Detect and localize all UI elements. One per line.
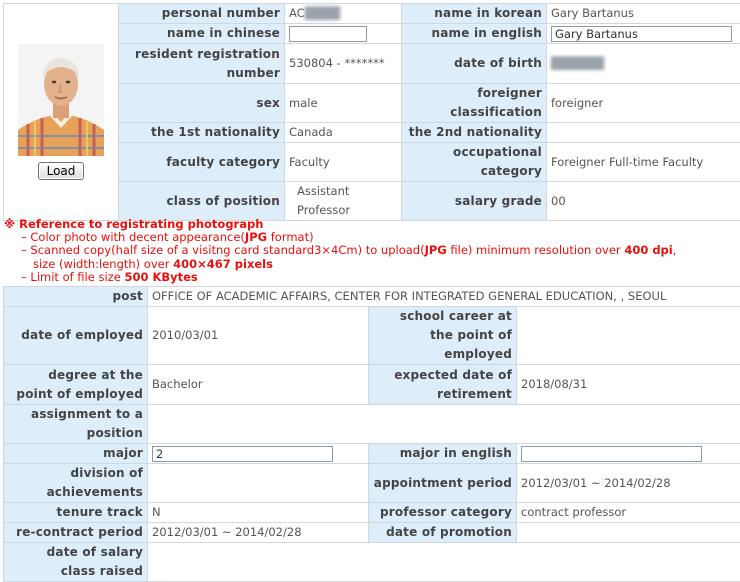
profile-photo: [18, 44, 104, 156]
name-chinese-cell: [285, 24, 402, 44]
nationality2-value: [547, 123, 740, 143]
tenure-label: tenure track: [4, 503, 148, 523]
tenure-value: N: [148, 503, 369, 523]
name-english-label: name in english: [402, 24, 547, 44]
retirement-value: 2018/08/31: [517, 365, 740, 405]
recontract-label: re-contract period: [4, 523, 148, 543]
promotion-value: [517, 523, 740, 543]
occupational-category-value: Foreigner Full-time Faculty: [547, 143, 740, 182]
professor-category-value: contract professor: [517, 503, 740, 523]
school-career-label: school career at the point of employed: [369, 307, 517, 365]
employment-info-table: [3, 286, 740, 582]
salary-raised-label: date of salary class raised: [4, 543, 148, 582]
appointment-label: appointment period: [369, 464, 517, 503]
assignment-value: [148, 405, 740, 444]
major-english-input[interactable]: [521, 446, 702, 462]
major-english-label: major in english: [369, 444, 517, 464]
assignment-label: assignment to a position: [4, 405, 148, 444]
name-korean-value: Gary Bartanus: [547, 4, 740, 24]
major-label: major: [4, 444, 148, 464]
notes-line-4: [4, 271, 738, 284]
date-employed-label: date of employed: [4, 307, 148, 365]
dob-label: date of birth: [402, 44, 547, 84]
notes-line-1-end: format): [267, 230, 314, 244]
salary-grade-label: salary grade: [402, 182, 547, 221]
sex-value: male: [285, 84, 402, 123]
professor-category-label: professor category: [369, 503, 517, 523]
personal-number-text: AC: [289, 6, 305, 20]
foreigner-class-value: foreigner: [547, 84, 740, 123]
personal-info-table: [3, 3, 740, 221]
sex-label: sex: [119, 84, 285, 123]
notes-line-3-text: size (width:length) over: [33, 257, 173, 271]
division-label: division of achievements: [4, 464, 148, 503]
foreigner-class-label: foreigner classification: [402, 84, 547, 123]
notes-line-1-text: – Color photo with decent appearance(: [21, 230, 245, 244]
notes-line-2-text: – Scanned copy(half size of a visitng card standard3×4Cm) to upload(: [21, 243, 425, 257]
personal-number-label: personal number: [119, 4, 285, 24]
notes-heading: ※ Reference to registrating photograph: [4, 218, 738, 231]
nationality1-label: the 1st nationality: [119, 123, 285, 143]
name-chinese-input[interactable]: [289, 26, 367, 42]
personal-number-redacted: ████: [305, 4, 340, 23]
notes-line-2-mid: file) minimum resolution over: [447, 243, 625, 257]
resident-reg-value: 530804 - *******: [285, 44, 402, 84]
faculty-category-label: faculty category: [119, 143, 285, 182]
class-position-value: Assistant Professor: [285, 182, 402, 221]
photo-cell: [4, 4, 119, 221]
salary-grade-value: 00: [547, 182, 740, 221]
appointment-value: 2012/03/01 ~ 2014/02/28: [517, 464, 740, 503]
major-input[interactable]: [152, 446, 333, 462]
notes-line-4-text: – Limit of file size: [21, 270, 124, 284]
name-korean-label: name in korean: [402, 4, 547, 24]
notes-line-3-bold: 400×467 pixels: [173, 257, 273, 271]
notes-line-2-end: ,: [673, 243, 677, 257]
resident-reg-label: resident registration number: [119, 44, 285, 84]
nationality2-label: the 2nd nationality: [402, 123, 547, 143]
promotion-label: date of promotion: [369, 523, 517, 543]
notes-line-1-bold: JPG: [245, 230, 267, 244]
salary-raised-value: [148, 543, 740, 582]
name-english-input[interactable]: [551, 26, 732, 42]
name-english-cell: [547, 24, 740, 44]
load-photo-button[interactable]: Load: [38, 162, 85, 180]
notes-line-2-bold2: 400 dpi: [624, 243, 672, 257]
post-label: post: [4, 287, 148, 307]
date-employed-value: 2010/03/01: [148, 307, 369, 365]
degree-label: degree at the point of employed: [4, 365, 148, 405]
name-chinese-label: name in chinese: [119, 24, 285, 44]
notes-line-4-bold: 500 KBytes: [124, 270, 197, 284]
notes-line-2-bold: JPG: [425, 243, 447, 257]
dob-redacted: ██████: [551, 54, 604, 73]
division-value: [148, 464, 369, 503]
major-cell: [148, 444, 369, 464]
photo-reference-notes: [4, 218, 738, 284]
post-value: OFFICE OF ACADEMIC AFFAIRS, CENTER FOR INTEGRATED GENERAL EDUCATION, , SEOUL: [148, 287, 740, 307]
school-career-value: [517, 307, 740, 365]
faculty-category-value: Faculty: [285, 143, 402, 182]
class-position-label: class of position: [119, 182, 285, 221]
recontract-value: 2012/03/01 ~ 2014/02/28: [148, 523, 369, 543]
dob-value: [547, 44, 740, 84]
degree-value: Bachelor: [148, 365, 369, 405]
nationality1-value: Canada: [285, 123, 402, 143]
personal-number-value: [285, 4, 402, 24]
major-english-cell: [517, 444, 740, 464]
retirement-label: expected date of retirement: [369, 365, 517, 405]
occupational-category-label: occupational category: [402, 143, 547, 182]
